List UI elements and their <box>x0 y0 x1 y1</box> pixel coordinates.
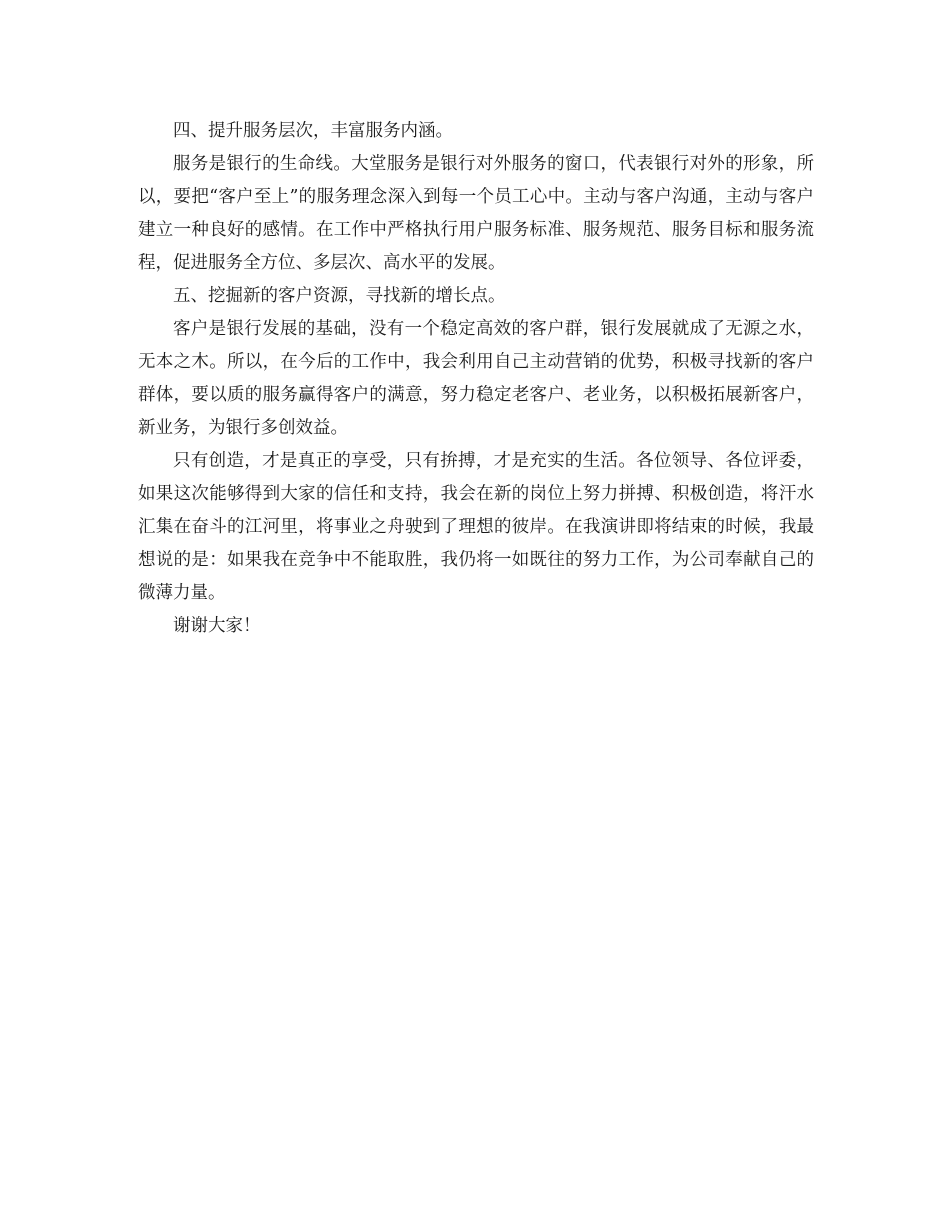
paragraph-thanks: 谢谢大家！ <box>173 616 261 636</box>
section-heading-five: 五、挖掘新的客户资源，寻找新的增长点。 <box>173 286 506 306</box>
document-body <box>138 115 814 643</box>
section-heading-four: 四、提升服务层次，丰富服务内涵。 <box>173 121 453 141</box>
paragraph-customers: 客户是银行发展的基础，没有一个稳定高效的客户群，银行发展就成了无源之水，无本之木。所以，在今后的工作中，我会利用自己主动营销的优势，积极寻找新的客户群体，要以质的服务赢得客户的满意，努力稳定老客户、老业务，以积极拓展新客户，新业务，为银行多创效益。 <box>138 319 814 438</box>
paragraph-service: 服务是银行的生命线。大堂服务是银行对外服务的窗口，代表银行对外的形象，所以，要把“客户至上”的服务理念深入到每一个员工心中。主动与客户沟通，主动与客户建立一种良好的感情。在工作中严格执行用户服务标准、服务规范、服务目标和服务流程，促进服务全方位、多层次、高水平的发展。 <box>138 154 814 273</box>
paragraph-closing: 只有创造，才是真正的享受，只有拚搏，才是充实的生活。各位领导、各位评委，如果这次能够得到大家的信任和支持，我会在新的岗位上努力拼搏、积极创造，将汗水汇集在奋斗的江河里，将事业之舟驶到了理想的彼岸。在我演讲即将结束的时候，我最想说的是：如果我在竞争中不能取胜，我仍将一如既往的努力工作，为公司奉献自己的微薄力量。 <box>138 451 814 603</box>
